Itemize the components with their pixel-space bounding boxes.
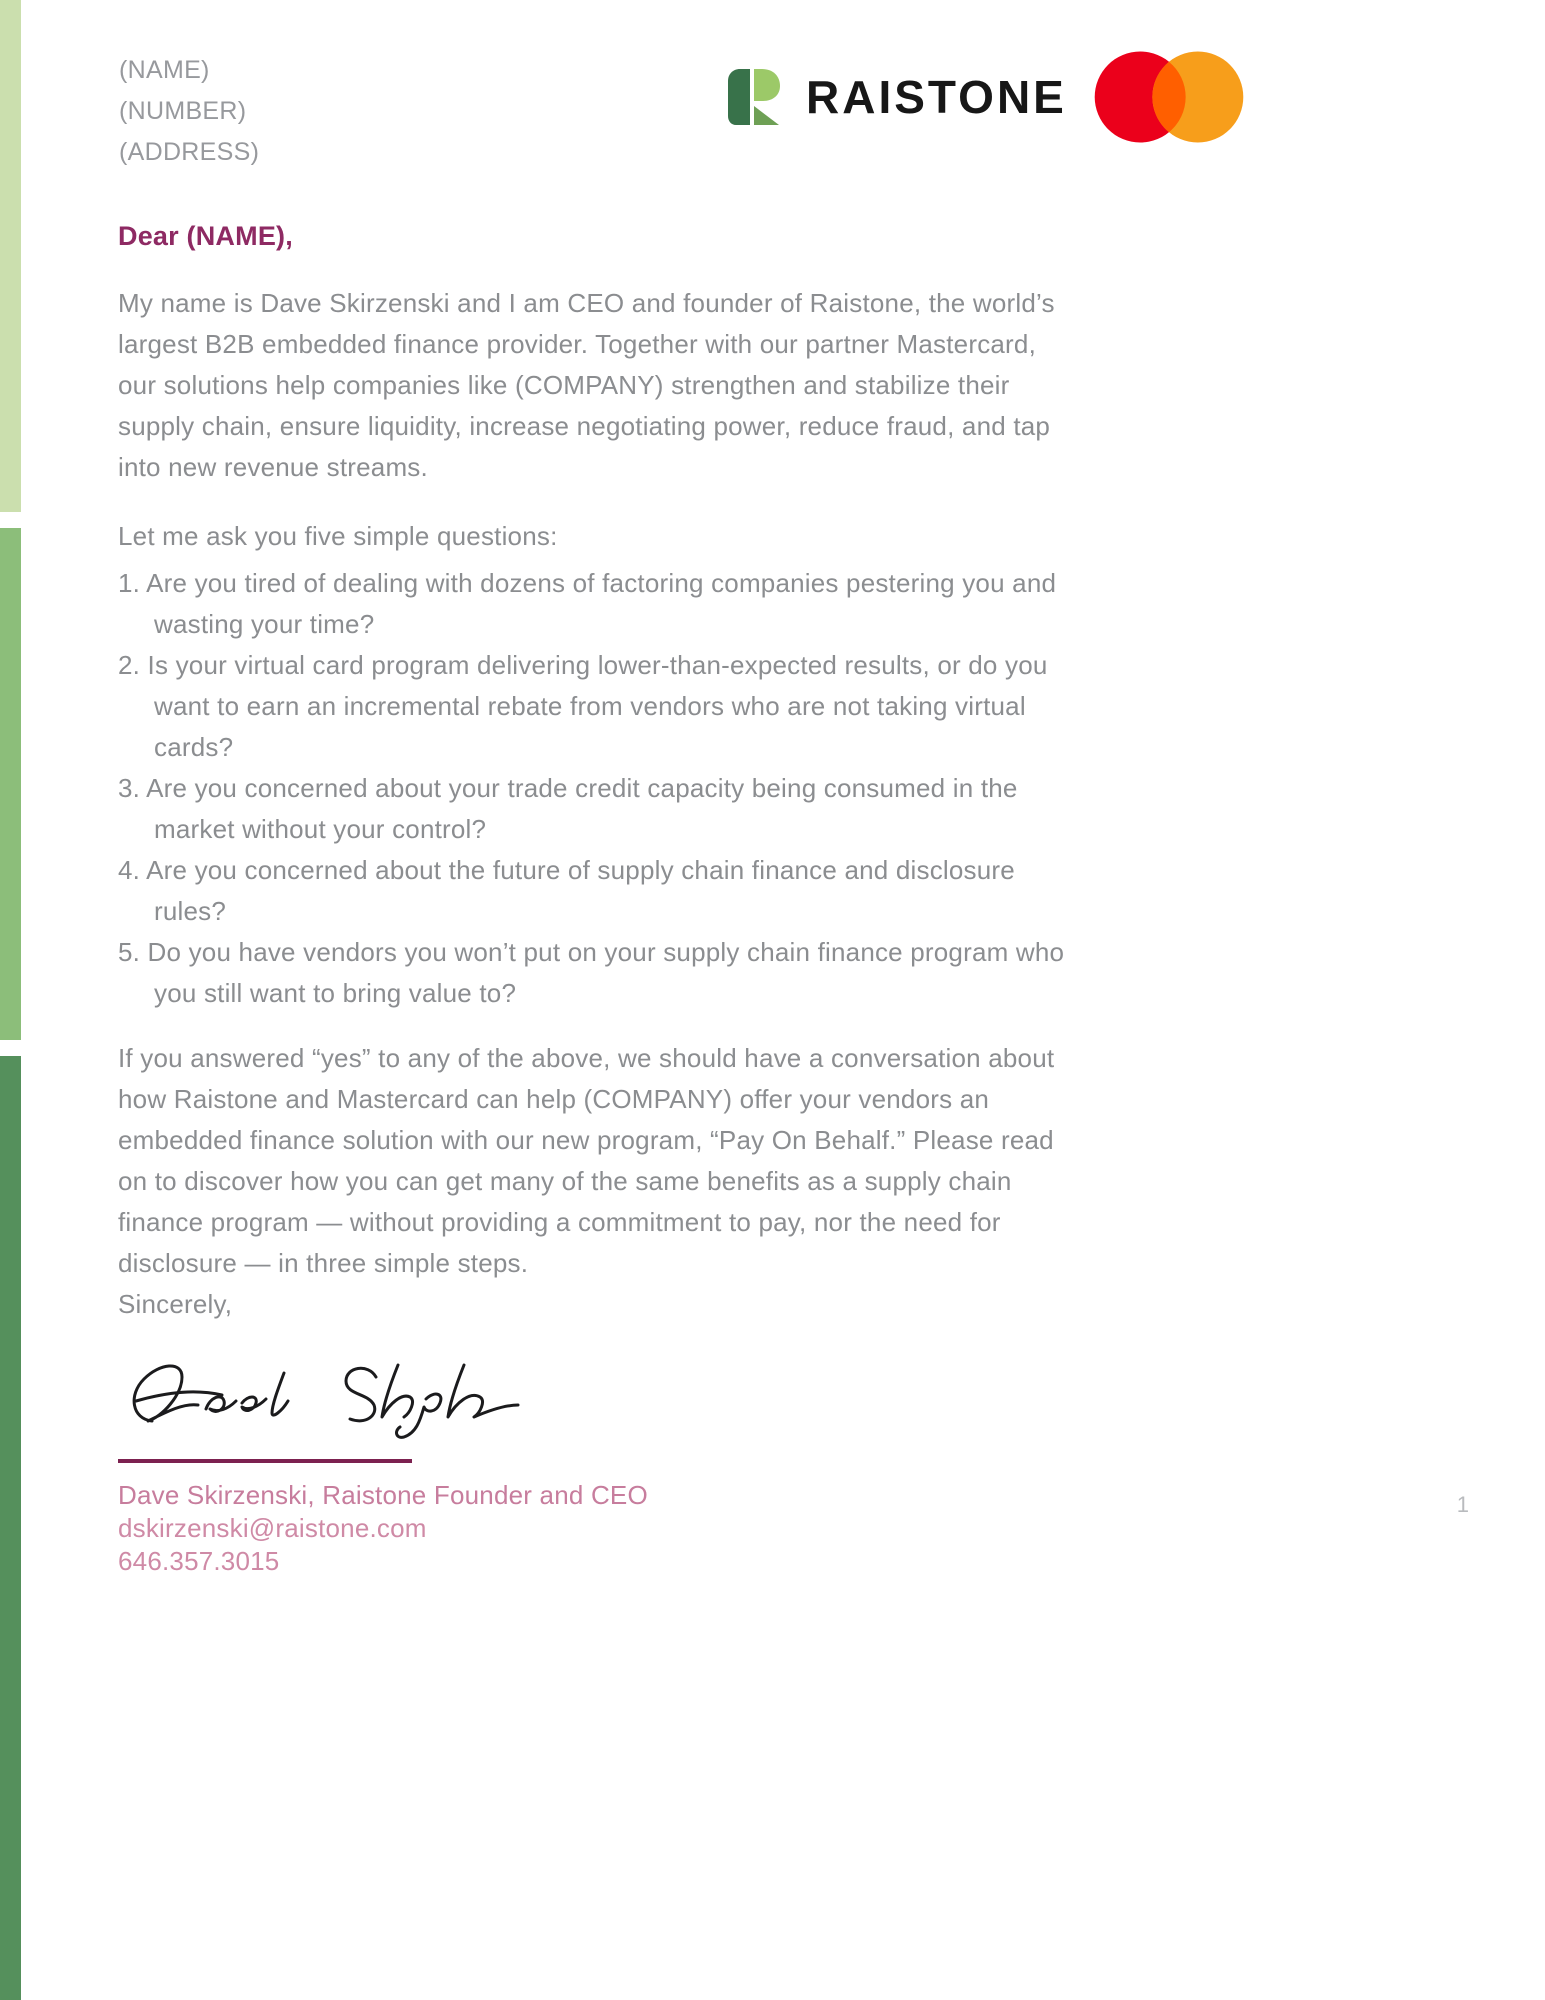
list-item-text: Is your virtual card program delivering lower-than-expected results, or do you want to earn an incremental rebate from vendors who are not taking virtual cards?	[147, 650, 1048, 762]
list-item-number: 5.	[118, 937, 141, 967]
sidebar-accent-middle	[0, 528, 21, 1040]
signature-phone: 646.357.3015	[118, 1546, 280, 1576]
list-item	[118, 932, 1068, 1014]
closing-paragraph: If you answered “yes” to any of the above, we should have a conversation about how Raistone and Mastercard can help (COMPANY) offer your vendors an embedded finance solution with our new program, “Pay On Behalf.” Please read on to discover how you can get many of the same benefits as a supply chain finance program — without providing a commitment to pay, nor the need for disclosure — in three simple steps.	[118, 1043, 1055, 1278]
valediction: Sincerely,	[118, 1289, 233, 1319]
list-item-number: 4.	[118, 855, 141, 885]
signature-block	[118, 1479, 1068, 1578]
list-item-text: Are you concerned about the future of supply chain finance and disclosure rules?	[146, 855, 1015, 926]
raistone-wordmark: RAISTONE	[806, 71, 1067, 123]
recipient-block	[119, 50, 259, 173]
mastercard-logo-icon	[1093, 50, 1245, 144]
raistone-logo-icon	[720, 65, 784, 129]
handwritten-signature	[118, 1337, 1068, 1453]
recipient-number-placeholder: (NUMBER)	[119, 97, 247, 125]
list-item-text: Are you concerned about your trade credit capacity being consumed in the market without your control?	[146, 773, 1018, 844]
page-number: 1	[1456, 1492, 1469, 1517]
list-item	[118, 768, 1068, 850]
signature-name-title: Dave Skirzenski, Raistone Founder and CEO	[118, 1480, 648, 1510]
questions-intro: Let me ask you five simple questions:	[118, 521, 558, 551]
signature-email-link[interactable]: dskirzenski@raistone.com	[118, 1513, 427, 1543]
letter-body	[118, 216, 1068, 1578]
list-item-text: Are you tired of dealing with dozens of factoring companies pestering you and wasting your time?	[146, 568, 1057, 639]
recipient-address-placeholder: (ADDRESS)	[119, 138, 260, 166]
signature-divider	[118, 1459, 412, 1463]
list-item-number: 2.	[118, 650, 141, 680]
sidebar-accent-bottom	[0, 1056, 21, 2000]
list-item-number: 1.	[118, 568, 141, 598]
list-item	[118, 563, 1068, 645]
list-item-number: 3.	[118, 773, 141, 803]
list-item	[118, 850, 1068, 932]
sidebar-accent-top	[0, 0, 21, 512]
recipient-name-placeholder: (NAME)	[119, 56, 210, 84]
list-item	[118, 645, 1068, 768]
header-logos	[720, 50, 1245, 144]
salutation: Dear (NAME),	[118, 221, 293, 251]
intro-paragraph: My name is Dave Skirzenski and I am CEO and founder of Raistone, the world’s largest B2B embedded finance provider. Together with our partner Mastercard, our solutions help companies like (COMPANY) strengthen and stabilize their supply chain, ensure liquidity, increase negotiating power, reduce fraud, and tap into new revenue streams.	[118, 288, 1055, 482]
list-item-text: Do you have vendors you won’t put on your supply chain finance program who you still want to bring value to?	[147, 937, 1065, 1008]
questions-list	[118, 563, 1068, 1014]
